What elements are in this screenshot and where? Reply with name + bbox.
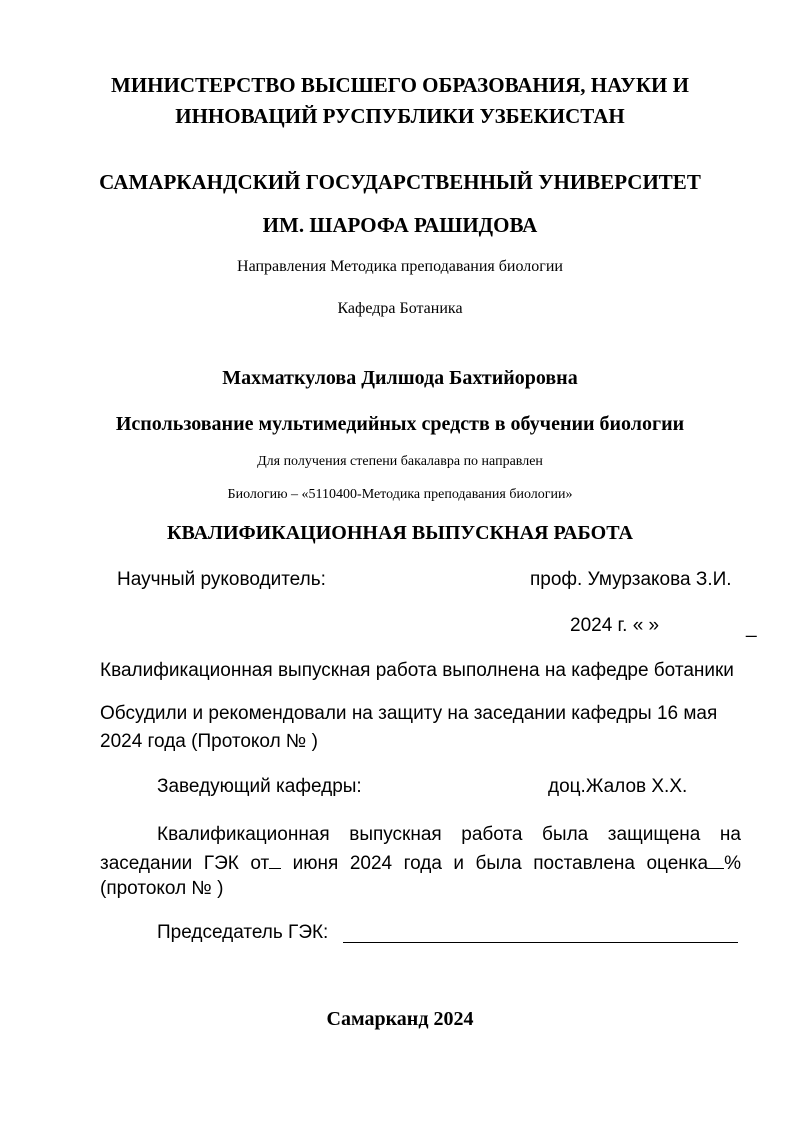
direction-text: Направления Методика преподавания биологии — [237, 258, 563, 275]
defense-line-3: (протокол № ) — [100, 878, 224, 899]
supervisor-name: проф. Умурзакова З.И. — [530, 569, 732, 590]
defense-line-2-part-a: заседании ГЭК от — [100, 853, 270, 874]
head-of-department-name: доц.Жалов Х.Х. — [548, 776, 688, 797]
footer-city-year: Самарканд 2024 — [326, 1008, 474, 1030]
defense-line-2-part-b: июня 2024 года и была поставлена оценка — [281, 853, 709, 874]
defense-day-blank — [269, 868, 281, 869]
degree-line-2: Биологию – «5110400-Методика преподавания биологии» — [227, 487, 573, 502]
chairman-signature-line — [343, 942, 738, 943]
thesis-title: Использование мультимедийных средств в обучении биологии — [115, 413, 685, 435]
defense-line-2-part-c: % — [724, 853, 741, 874]
supervisor-label: Научный руководитель: — [117, 569, 326, 590]
date-line: 2024 г. « » — [570, 615, 660, 636]
degree-line-1: Для получения степени бакалавра по направлен — [257, 454, 543, 469]
ministry-line-2: ИННОВАЦИЙ РУСПУБЛИКИ УЗБЕКИСТАН — [175, 104, 625, 128]
discussed-line-2: 2024 года (Протокол № ) — [100, 731, 318, 752]
defense-line-1: Квалификационная выпускная работа была защищена на — [157, 824, 741, 845]
discussed-line-1: Обсудили и рекомендовали на защиту на заседании кафедры 16 мая — [100, 703, 718, 724]
author-name: Махматкулова Дилшода Бахтийоровна — [222, 367, 578, 389]
ministry-line-1: МИНИСТЕРСТВО ВЫСШЕГО ОБРАЗОВАНИЯ, НАУКИ И — [111, 73, 689, 97]
university-line-2: ИМ. ШАРОФА РАШИДОВА — [262, 213, 538, 237]
chairman-label: Председатель ГЭК: — [157, 922, 329, 943]
university-line-1: САМАРКАНДСКИЙ ГОСУДАРСТВЕННЫЙ УНИВЕРСИТЕТ — [99, 170, 701, 194]
date-trailing-underscore: _ — [746, 617, 757, 638]
defense-grade-blank — [708, 868, 724, 869]
head-of-department-label: Заведующий кафедры: — [157, 776, 362, 797]
defense-line-2 — [100, 849, 741, 878]
work-type-title: КВАЛИФИКАЦИОННАЯ ВЫПУСКНАЯ РАБОТА — [167, 522, 633, 544]
completed-text: Квалификационная выпускная работа выполнена на кафедре ботаники — [100, 660, 734, 681]
department-text: Кафедра Ботаника — [337, 300, 463, 317]
